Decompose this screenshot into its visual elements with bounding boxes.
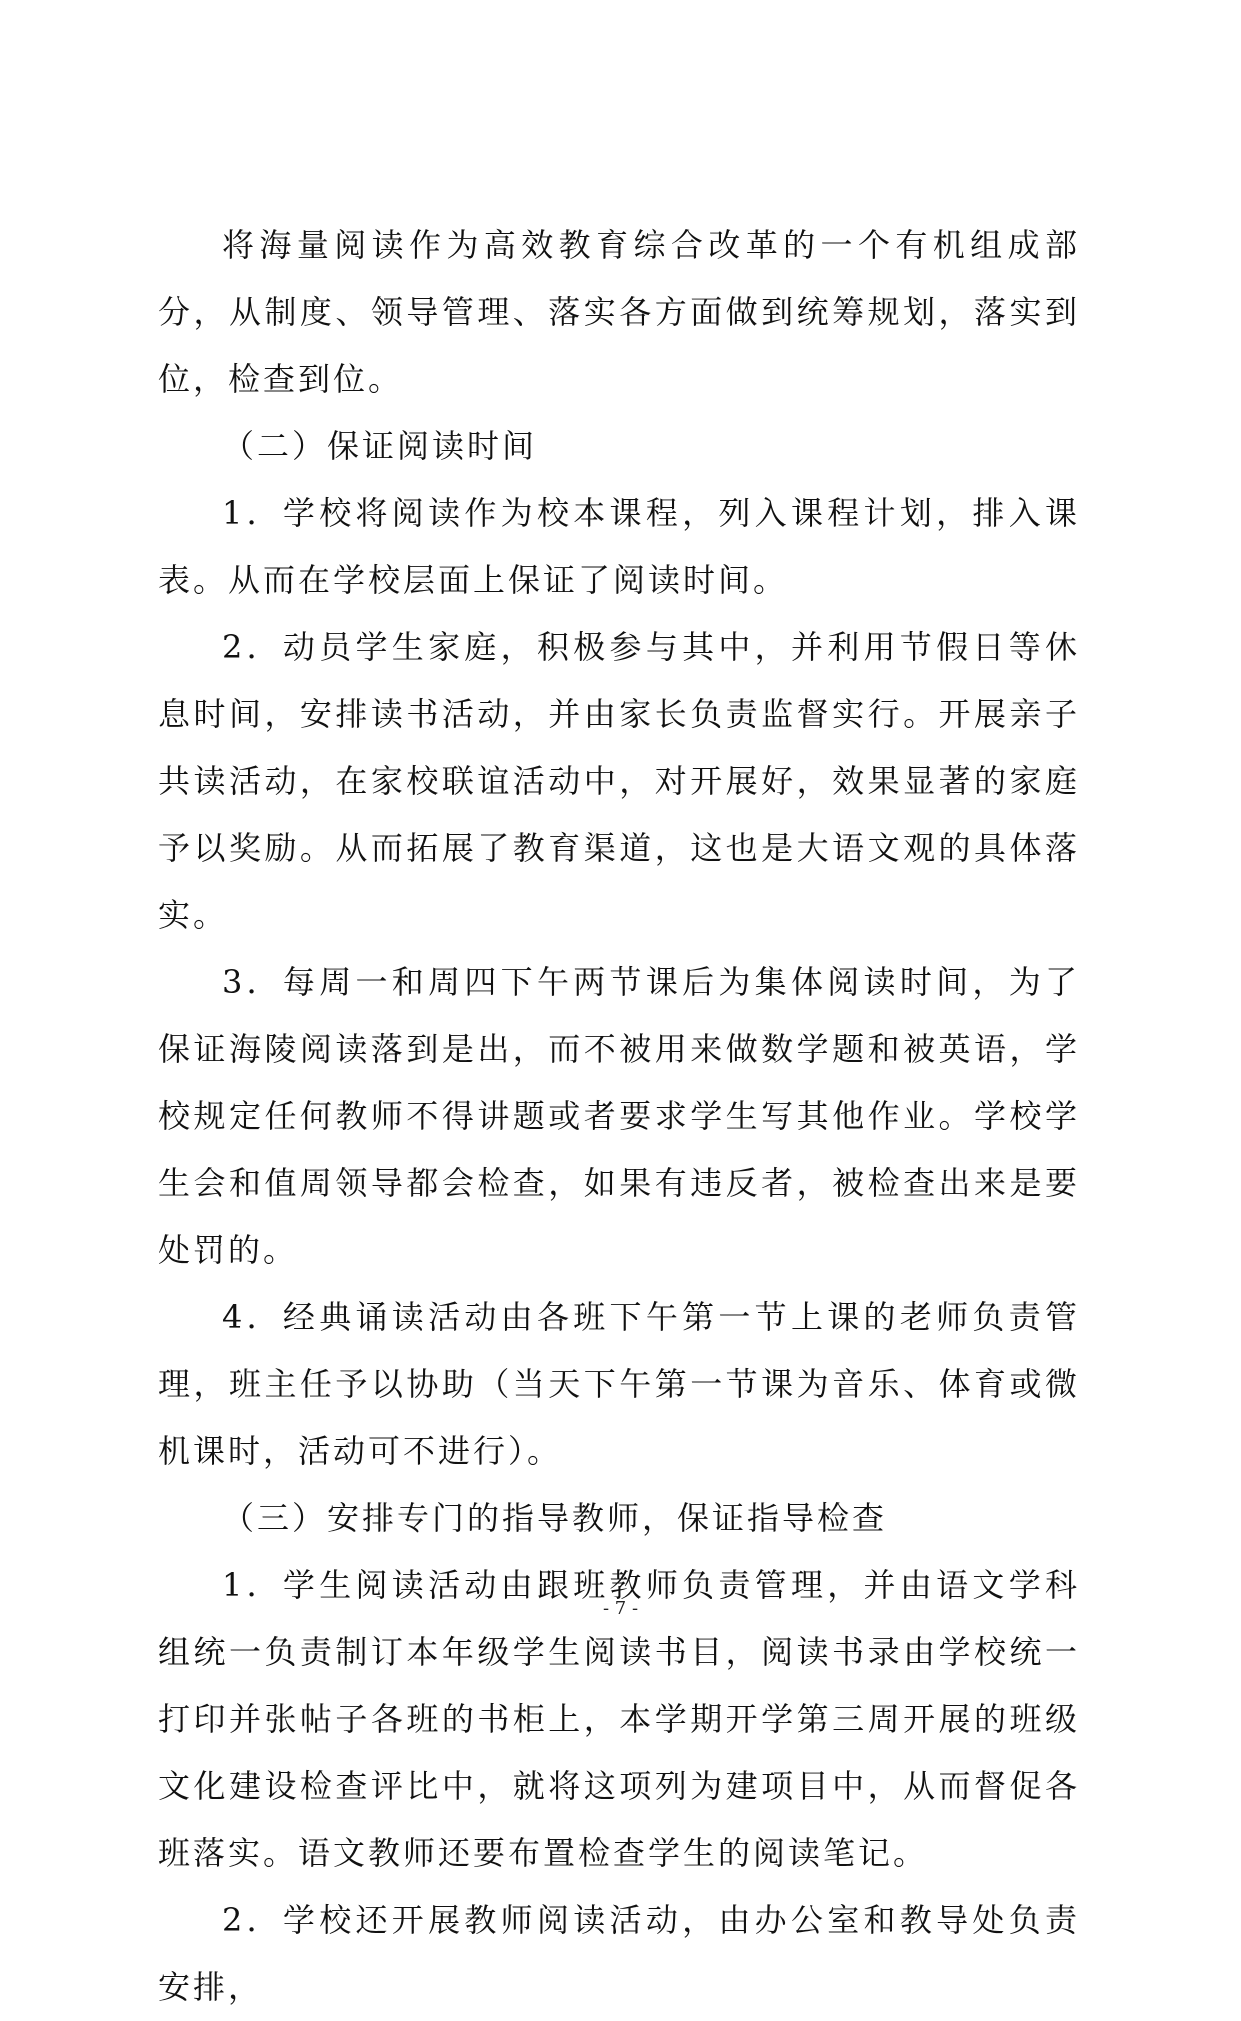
- paragraph: 1．学校将阅读作为校本课程，列入课程计划，排入课表。从而在学校层面上保证了阅读时间。: [158, 494, 1080, 599]
- paragraph: 2．动员学生家庭，积极参与其中，并利用节假日等休息时间，安排读书活动，并由家长负责监督实行。开展亲子共读活动，在家校联谊活动中，对开展好，效果显著的家庭予以奖励。从而拓展了教育渠道，这也是大语文观的具体落实。: [158, 628, 1080, 934]
- paragraph: 3．每周一和周四下午两节课后为集体阅读时间，为了保证海陵阅读落到是出，而不被用来做数学题和被英语，学校规定任何教师不得讲题或者要求学生写其他作业。学校学生会和值周领导都会检查，如果有违反者，被检查出来是要处罚的。: [158, 963, 1080, 1269]
- document-body: [158, 212, 1080, 2021]
- paragraph: 2．学校还开展教师阅读活动，由办公室和教导处负责安排，: [158, 1901, 1080, 2006]
- paragraph: 4．经典诵读活动由各班下午第一节上课的老师负责管理，班主任予以协助（当天下午第一节课为音乐、体育或微机课时，活动可不进行）。: [158, 1298, 1080, 1470]
- page-number: - 7 -: [602, 1598, 639, 1619]
- paragraph: 1．学生阅读活动由跟班教师负责管理，并由语文学科组统一负责制订本年级学生阅读书目，阅读书录由学校统一打印并张帖子各班的书柜上，本学期开学第三周开展的班级文化建设检查评比中，就将这项列为建项目中，从而督促各班落实。语文教师还要布置检查学生的阅读笔记。: [158, 1566, 1080, 1872]
- section-heading: （三）安排专门的指导教师，保证指导检查: [222, 1499, 888, 1537]
- section-heading: （二）保证阅读时间: [222, 427, 538, 465]
- paragraph: 将海量阅读作为高效教育综合改革的一个有机组成部分，从制度、领导管理、落实各方面做到统筹规划，落实到位，检查到位。: [158, 226, 1080, 398]
